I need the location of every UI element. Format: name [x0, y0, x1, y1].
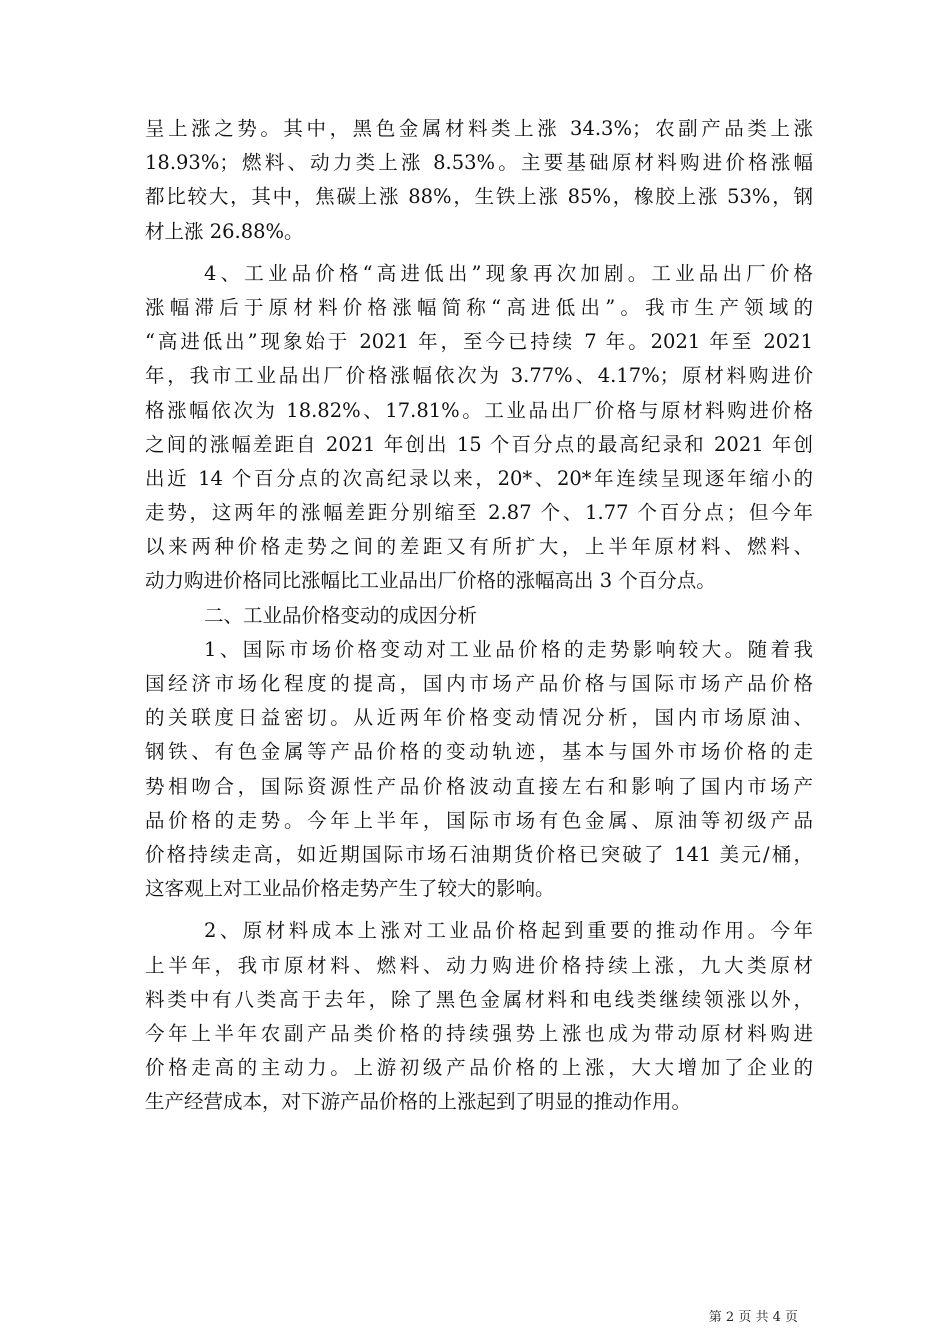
page-number: 第 2 页 共 4 页	[708, 1310, 798, 1325]
text-line: 的关联度日益密切。从近两年价格变动情况分析，国内市场原油、	[145, 706, 813, 730]
text-line: 之间的涨幅差距自 2021 年创出 15 个百分点的最高纪录和 2021 年创	[145, 432, 813, 456]
text-line: 今年上半年农副产品类价格的持续强势上涨也成为带动原材料购进	[145, 1021, 813, 1045]
text-line: 2、原材料成本上涨对工业品价格起到重要的推动作用。今年	[204, 919, 813, 943]
text-line: 走势，这两年的涨幅差距分别缩至 2.87 个、1.77 个百分点；但今年	[145, 501, 813, 525]
text-line: 1、国际市场价格变动对工业品价格的走势影响较大。随着我	[204, 637, 813, 661]
paragraph-4	[145, 914, 813, 1119]
text-line: 价格持续走高，如近期国际市场石油期货价格已突破了 141 美元/桶，	[145, 842, 813, 866]
text-line: “高进低出”现象始于 2021 年，至今已持续 7 年。2021 年至 2021	[145, 330, 813, 354]
paragraph-1	[145, 112, 813, 249]
document-body	[145, 112, 813, 1119]
text-line: 料类中有八类高于去年，除了黑色金属材料和电线类继续领涨以外，	[145, 987, 813, 1011]
text-line: 上半年，我市原材料、燃料、动力购进价格持续上涨，九大类原材	[145, 953, 813, 977]
text-line: 出近 14 个百分点的次高纪录以来，20*、20*年连续呈现逐年缩小的	[145, 466, 813, 490]
paragraph-2	[145, 257, 813, 599]
text-line: 生产经营成本，对下游产品价格的上涨起到了明显的推动作用。	[145, 1090, 692, 1114]
text-line: 以来两种价格走势之间的差距又有所扩大，上半年原材料、燃料、	[145, 535, 813, 559]
text-line: 动力购进价格同比涨幅比工业品出厂价格的涨幅高出 3 个百分点。	[145, 569, 716, 593]
text-line: 4、工业品价格“高进低出”现象再次加剧。工业品出厂价格	[204, 261, 813, 285]
paragraph-3	[145, 633, 813, 907]
text-line: 都比较大，其中，焦碳上涨 88%，生铁上涨 85%，橡胶上涨 53%，钢	[145, 185, 813, 209]
text-line: 年，我市工业品出厂价格涨幅依次为 3.77%、4.17%；原材料购进价	[145, 364, 813, 388]
text-line: 呈上涨之势。其中，黑色金属材料类上涨 34.3%；农副产品类上涨	[145, 117, 813, 140]
text-line: 钢铁、有色金属等产品价格的变动轨迹，基本与国外市场价格的走	[145, 740, 813, 764]
text-line: 格涨幅依次为 18.82%、17.81%。工业品出厂价格与原材料购进价格	[145, 398, 813, 422]
text-line: 国经济市场化程度的提高，国内市场产品价格与国际市场产品价格	[145, 672, 813, 695]
text-line: 18.93%；燃料、动力类上涨 8.53%。主要基础原材料购进价格涨幅	[145, 151, 813, 175]
text-line: 品价格的走势。今年上半年，国际市场有色金属、原油等初级产品	[145, 808, 813, 832]
text-line: 势相吻合，国际资源性产品价格波动直接左右和影响了国内市场产	[145, 774, 813, 798]
heading-line: 二、工业品价格变动的成因分析	[204, 603, 478, 627]
text-line: 价格走高的主动力。上游初级产品价格的上涨，大大增加了企业的	[145, 1056, 813, 1080]
text-line: 材上涨 26.88%。	[145, 219, 304, 243]
text-line: 涨幅滞后于原材料价格涨幅简称“高进低出”。我市生产领域的	[145, 295, 813, 319]
text-line: 这客观上对工业品价格走势产生了较大的影响。	[145, 877, 555, 901]
section-heading	[145, 599, 813, 633]
